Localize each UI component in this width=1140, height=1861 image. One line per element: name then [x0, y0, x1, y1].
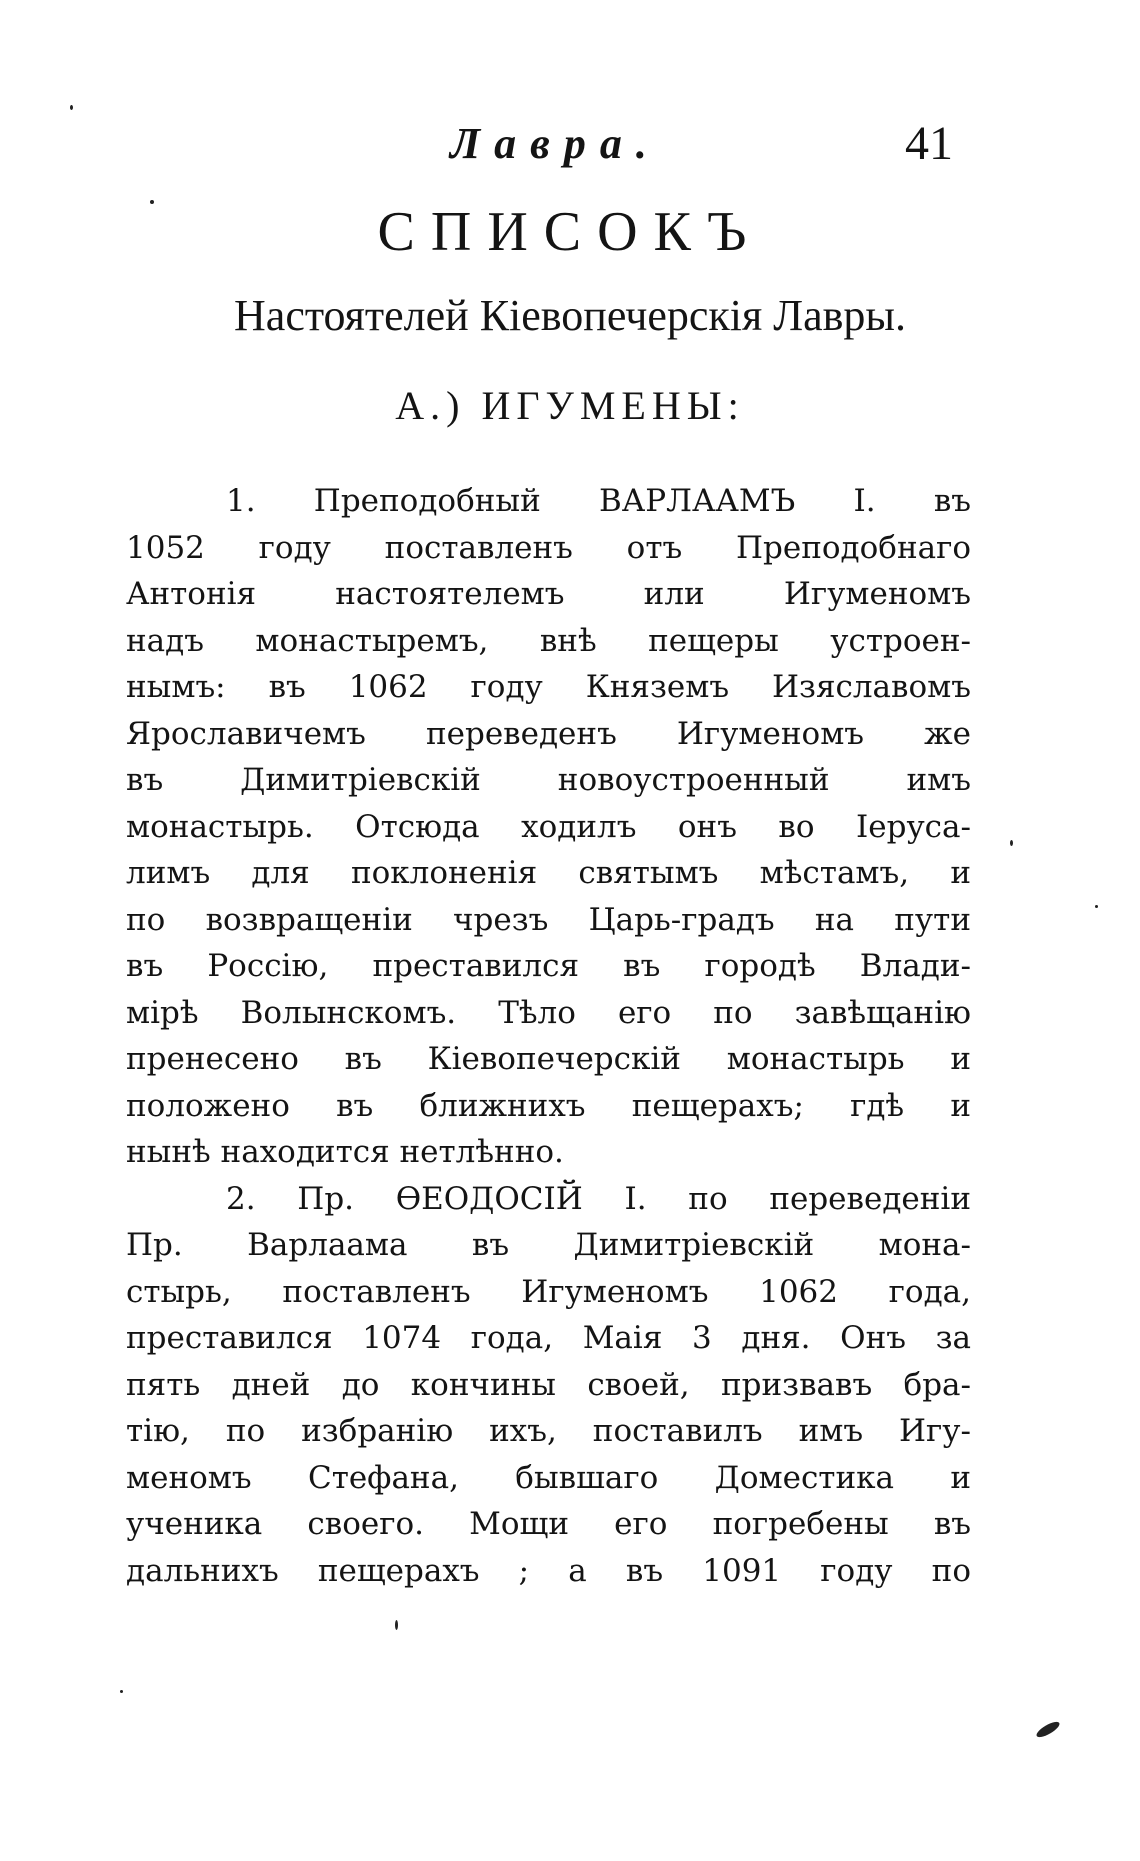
text-line: нынѣ находится нетлѣнно. [126, 1134, 564, 1170]
text-line: положено въ ближнихъ пещерахъ; гдѣ и [126, 1087, 971, 1124]
text-line: дальнихъ пещерахъ ; а въ 1091 году по [126, 1552, 971, 1589]
scan-speck [395, 1620, 398, 1630]
text-line: тію, по избранію ихъ, поставилъ имъ Игу- [126, 1413, 971, 1449]
running-title: Лавра. [450, 119, 661, 168]
text-line: 1052 году поставленъ отъ Преподобнаго [126, 529, 971, 566]
body-text [126, 478, 971, 1594]
text-line: мірѣ Волынскомъ. Тѣло его по завѣщанію [126, 994, 971, 1031]
text-line: 1. Преподобный ВАРЛААМЪ I. въ [226, 483, 971, 519]
text-line: меномъ Стефана, бывшаго Доместика и [126, 1459, 971, 1496]
scan-speck [1095, 905, 1098, 908]
text-line: монастырь. Отсюда ходилъ онъ во Іеруса- [126, 808, 971, 845]
text-line: преставился 1074 года, Маія 3 дня. Онъ за [126, 1320, 971, 1356]
text-line: пренесено въ Кіевопечерскій монастырь и [126, 1041, 971, 1077]
section-heading: А.) ИГУМЕНЫ: [395, 383, 745, 428]
scan-speck [1010, 840, 1013, 846]
text-line: пять дней до кончины своей, призвавъ бра- [126, 1366, 971, 1403]
text-line: надъ монастыремъ, внѣ пещеры устроен- [126, 622, 971, 659]
text-line: ученика своего. Мощи его погребены въ [126, 1506, 971, 1542]
text-line: стырь, поставленъ Игуменомъ 1062 года, [126, 1273, 971, 1310]
text-line: нымъ: въ 1062 году Княземъ Изяславомъ [126, 669, 971, 705]
text-line: въ Димитріевскій новоустроенный имъ [126, 762, 971, 798]
text-line: 2. Пр. ѲЕОДОСІЙ I. по переведеніи [226, 1180, 971, 1217]
scan-speck [120, 1690, 123, 1693]
text-line: лимъ для поклоненія святымъ мѣстамъ, и [126, 855, 971, 891]
page-subtitle: Настоятелей Кіевопечерскія Лавры. [234, 291, 906, 340]
scan-speck [1034, 1719, 1061, 1740]
text-line: въ Россію, преставился въ городѣ Влади- [126, 948, 971, 984]
text-line: Ярославичемъ переведенъ Игуменомъ же [126, 715, 971, 752]
running-head [0, 118, 1140, 178]
scan-speck [70, 105, 73, 110]
page-number: 41 [905, 117, 953, 170]
page-title: СПИСОКЪ [377, 201, 763, 263]
text-line: Пр. Варлаама въ Димитріевскій мона- [126, 1227, 971, 1263]
text-line: Антонія настоятелемъ или Игуменомъ [126, 576, 971, 612]
text-line: по возвращеніи чрезъ Царь-градъ на пути [126, 901, 971, 938]
scan-speck [150, 200, 154, 204]
